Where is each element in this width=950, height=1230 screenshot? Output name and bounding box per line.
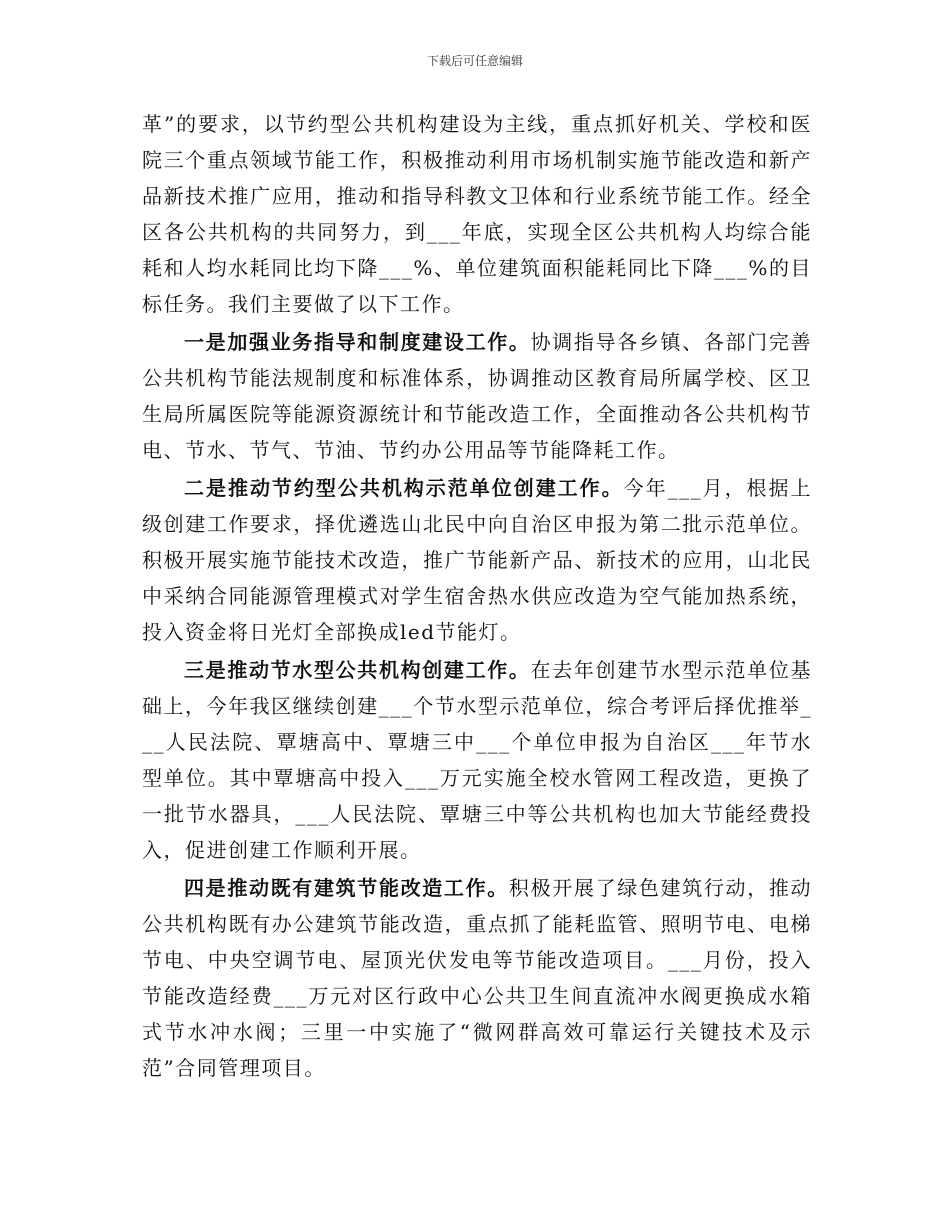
section-paragraph-4 [142,870,812,1086]
section-lead-4: 四是推动既有建筑节能改造工作。 [184,876,509,900]
section-paragraph-2 [142,470,812,650]
section-paragraph-3 [142,652,812,868]
page-header: 下载后可任意编辑 [426,54,523,68]
section-body-1: 协调指导各乡镇、各部门完善公共机构节能法规制度和标准体系，协调推动区教育局所属学校、区卫生局所属医院等能源资源统计和节能改造工作，全面推动各公共机构节电、节水、节气、节油、节约办公用品等节能降耗工作。 [142,330,813,462]
intro-paragraph: 革”的要求，以节约型公共机构建设为主线，重点抓好机关、学校和医院三个重点领域节能工作，积极推动利用市场机制实施节能改造和新产品新技术推广应用，推动和指导科教文卫体和行业系统节能工作。经全区各公共机构的共同努力，到___年底，实现全区公共机构人均综合能耗和人均水耗同比均下降___%、单位建筑面积能耗同比下降___%的目标任务。我们主要做了以下工作。 [142,112,812,316]
section-body-3: 在去年创建节水型示范单位基础上，今年我区继续创建___个节水型示范单位，综合考评后择优推举___人民法院、覃塘高中、覃塘三中___个单位申报为自治区___年节水型单位。其中覃塘高中投入___万元实施全校水管网工程改造，更换了一批节水器具，___人民法院、覃塘三中等公共机构也加大节能经费投入，促进创建工作顺利开展。 [142,658,813,862]
section-body-4: 积极开展了绿色建筑行动，推动公共机构既有办公建筑节能改造，重点抓了能耗监管、照明节电、电梯节电、中央空调节电、屋顶光伏发电等节能改造项目。___月份，投入节能改造经费___万元对区行政中心公共卫生间直流冲水阀更换成水箱式节水冲水阀；三里一中实施了“微网群高效可靠运行关键技术及示范”合同管理项目。 [142,876,813,1080]
document-body [142,106,812,1086]
section-lead-3: 三是推动节水型公共机构创建工作。 [184,658,531,682]
section-lead-1: 一是加强业务指导和制度建设工作。 [184,330,531,354]
section-body-2: 今年___月，根据上级创建工作要求，择优遴选山北民中向自治区申报为第二批示范单位。积极开展实施节能技术改造，推广节能新产品、新技术的应用，山北民中采纳合同能源管理模式对学生宿舍热水供应改造为空气能加热系统，投入资金将日光灯全部换成led节能灯。 [142,476,813,644]
section-paragraph-1 [142,324,812,468]
section-lead-2: 二是推动节约型公共机构示范单位创建工作。 [184,476,624,500]
